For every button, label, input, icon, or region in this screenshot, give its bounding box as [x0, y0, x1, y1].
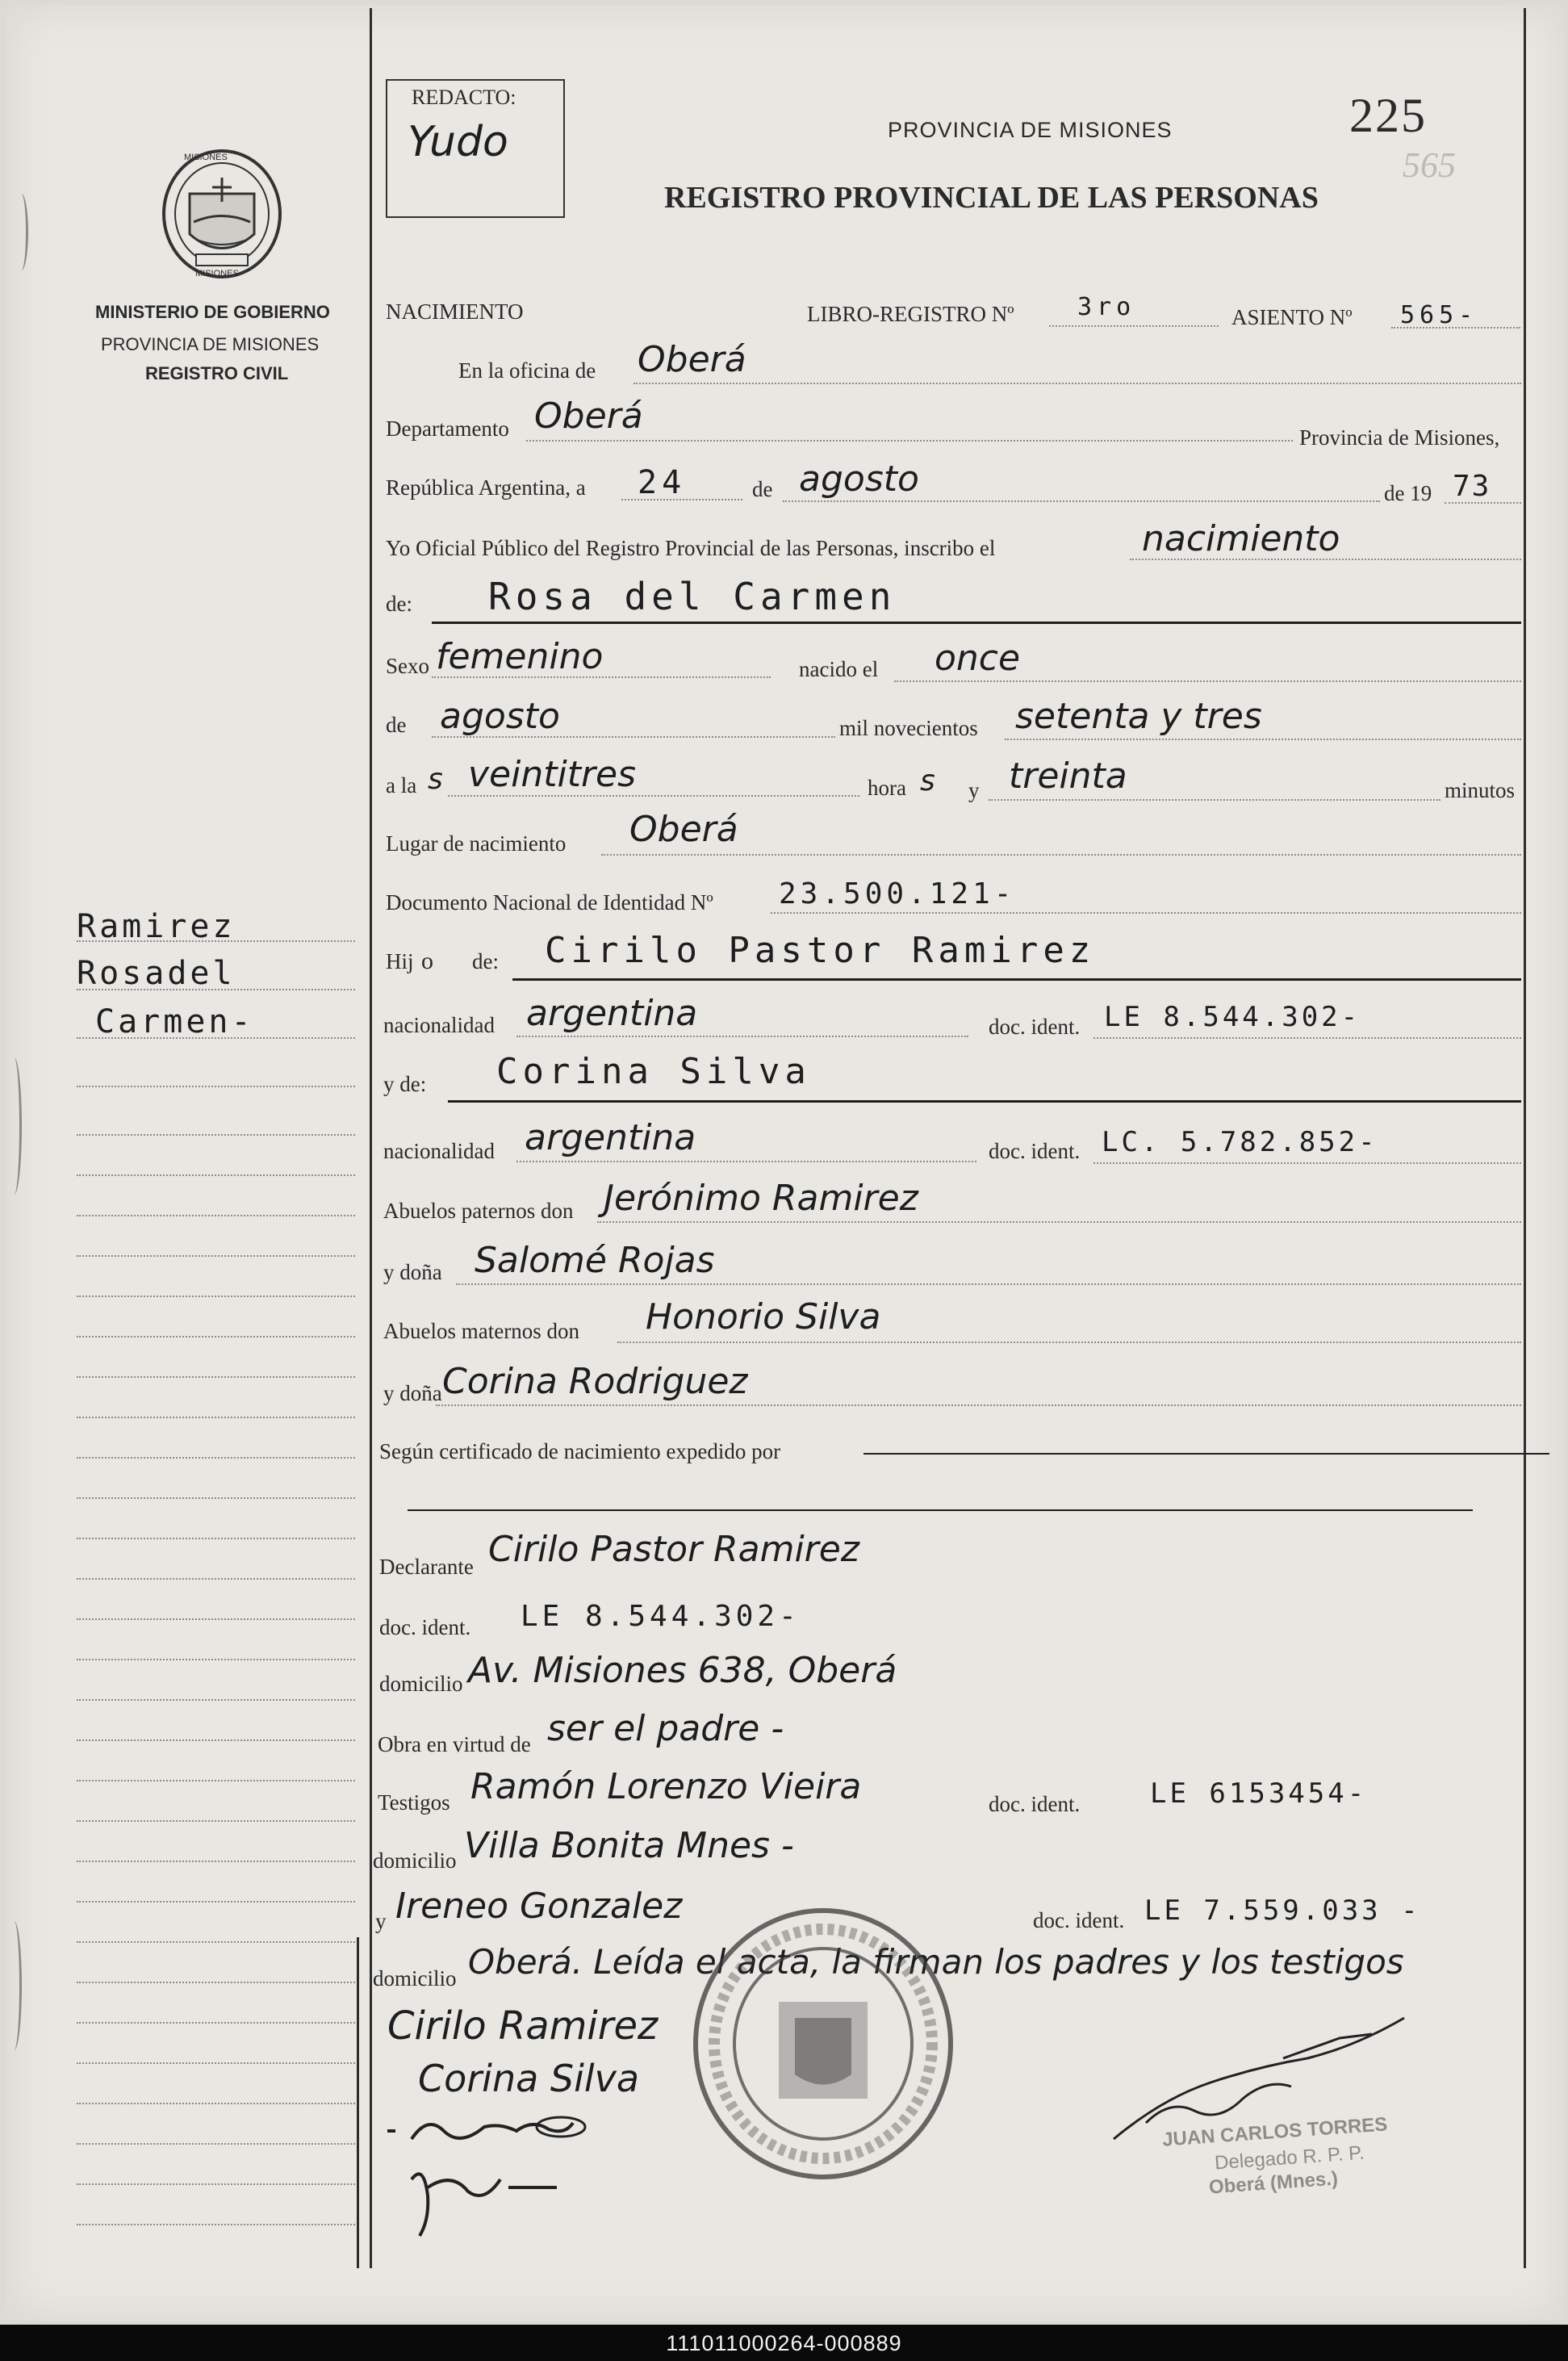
abuelo-materno: Honorio Silva — [646, 1296, 881, 1337]
oficina-value: Oberá — [638, 339, 746, 380]
witness-signatures — [379, 2099, 638, 2260]
margin-rule — [370, 8, 372, 2268]
redacto-initials: Yudo — [408, 118, 508, 166]
y-de-label: y de: — [383, 1072, 427, 1096]
domicilio2-label: domicilio — [373, 1848, 457, 1873]
obra-value: ser el padre - — [547, 1708, 784, 1749]
testigo1: Ramón Lorenzo Vieira — [470, 1766, 862, 1807]
mil-label: mil novecientos — [839, 716, 978, 740]
padre-value: Cirilo Pastor Ramirez — [545, 930, 1096, 971]
ministry-line-1: MINISTERIO DE GOBIERNO — [95, 302, 330, 322]
de-mes-label: de — [386, 713, 407, 737]
asiento-value: 565- — [1400, 301, 1478, 329]
testigo1-doc-label: doc. ident. — [989, 1792, 1081, 1816]
oficina-label: En la oficina de — [458, 358, 596, 383]
obra-label: Obra en virtud de — [378, 1732, 531, 1756]
ministry-line-2: PROVINCIA DE MISIONES — [101, 334, 320, 354]
mes-value: agosto — [799, 458, 919, 500]
ministry-line-3: REGISTRO CIVIL — [145, 363, 289, 383]
y-dona2-label: y doña — [383, 1381, 442, 1405]
certificado-label: Según certificado de nacimiento expedido por — [379, 1439, 781, 1463]
testigo1-domicilio: Villa Bonita Mnes - — [464, 1825, 794, 1866]
signature-mother: Corina Silva — [418, 2057, 640, 2100]
y2-label: y — [375, 1909, 387, 1933]
libro-value: 3ro — [1077, 293, 1136, 321]
doc-label: doc. ident. — [989, 1015, 1081, 1039]
anio-value: 73 — [1453, 470, 1491, 503]
dni-label: Documento Nacional de Identidad Nº — [386, 890, 713, 915]
barcode-footer — [0, 2325, 1568, 2361]
testigo2-domicilio: Oberá. Leída el acta, la firman los padres y los testigos — [468, 1942, 1404, 1982]
doc2-label: doc. ident. — [989, 1139, 1081, 1163]
madre-value: Corina Silva — [496, 1051, 811, 1092]
nacionalidad-label: nacionalidad — [383, 1013, 495, 1037]
declarante-label: Declarante — [379, 1555, 474, 1579]
padre-doc: LE 8.544.302- — [1104, 1001, 1361, 1033]
alas-suffix: s — [428, 763, 443, 796]
abuelos-maternos-label: Abuelos maternos don — [383, 1319, 579, 1343]
sexo-value: femenino — [436, 636, 604, 677]
dia-value: 24 — [638, 464, 687, 501]
page-number: 225 — [1349, 89, 1427, 142]
domicilio3-label: domicilio — [373, 1966, 457, 1991]
abuela-paterna: Salomé Rojas — [475, 1240, 715, 1281]
redacto-label: REDACTO: — [412, 86, 516, 109]
testigos-label: Testigos — [378, 1790, 450, 1815]
domicilio-value: Av. Misiones 638, Oberá — [468, 1650, 897, 1691]
minutos-label: minutos — [1445, 778, 1516, 802]
binding-hole — [6, 1921, 22, 2050]
libro-label: LIBRO-REGISTRO Nº — [807, 302, 1014, 326]
page-number-pencil: 565 — [1403, 145, 1456, 185]
province-title: PROVINCIA DE MISIONES — [888, 118, 1173, 142]
y-dona-label: y doña — [383, 1260, 442, 1284]
asiento-label: ASIENTO Nº — [1231, 305, 1353, 329]
horas-suffix: s — [920, 764, 935, 797]
y-label: y — [968, 778, 980, 802]
signature-father: Cirilo Ramirez — [387, 2003, 659, 2049]
anio-letras-value: setenta y tres — [1015, 696, 1262, 737]
domicilio-label: domicilio — [379, 1672, 463, 1696]
de-nombre-label: de: — [386, 592, 412, 616]
hora-value: veintitres — [468, 754, 637, 795]
republica-label: República Argentina, a — [386, 475, 586, 500]
nacionalidad2-label: nacionalidad — [383, 1139, 495, 1163]
coat-of-arms-icon — [157, 145, 286, 283]
padre-nacionalidad: argentina — [526, 993, 698, 1034]
inscribo-value: nacimiento — [1142, 518, 1340, 559]
departamento-label: Departamento — [386, 417, 509, 441]
right-rule — [1524, 8, 1526, 2268]
stamp-line-1: JUAN CARLOS TORRES — [1161, 2113, 1389, 2151]
abuela-materna: Corina Rodriguez — [442, 1361, 748, 1402]
margin-note-surname: Ramirez — [77, 908, 236, 945]
dni-value: 23.500.121- — [779, 877, 1016, 910]
testigo2: Ireneo Gonzalez — [395, 1886, 683, 1927]
madre-nacionalidad: argentina — [525, 1117, 696, 1158]
lugar-label: Lugar de nacimiento — [386, 831, 567, 856]
declarante-value: Cirilo Pastor Ramirez — [488, 1529, 859, 1570]
nacido-label: nacido el — [799, 657, 879, 681]
hijo-label: Hij — [386, 949, 414, 973]
madre-doc: LC. 5.782.852- — [1102, 1126, 1378, 1158]
margin-rule-lower — [357, 1937, 359, 2268]
hijo-suffix: o — [421, 948, 433, 974]
abuelo-paterno: Jerónimo Ramirez — [604, 1178, 918, 1219]
testigo2-doc-label: doc. ident. — [1033, 1908, 1125, 1932]
stamp-line-2: Delegado R. P. P. — [1214, 2141, 1365, 2175]
margin-note-name-1: Rosadel — [77, 955, 236, 992]
nombre-value: Rosa del Carmen — [488, 575, 897, 618]
sexo-label: Sexo — [386, 654, 429, 678]
provincia-suffix: Provincia de Misiones, — [1299, 425, 1500, 450]
horas-label: hora — [868, 776, 906, 800]
oficial-text: Yo Oficial Público del Registro Provincial de las Personas, inscribo el — [386, 536, 996, 560]
decl-doc-label: doc. ident. — [379, 1615, 471, 1639]
lugar-value: Oberá — [629, 809, 738, 850]
seal-bottom-text: MISIONES — [195, 269, 239, 278]
abuelos-paternos-label: Abuelos paternos don — [383, 1199, 574, 1223]
testigo1-doc: LE 6153454- — [1150, 1777, 1368, 1810]
binding-hole — [6, 1057, 22, 1195]
registry-title: REGISTRO PROVINCIAL DE LAS PERSONAS — [664, 181, 1319, 215]
official-round-seal — [690, 1905, 956, 2183]
nacido-mes-value: agosto — [440, 696, 560, 737]
departamento-value: Oberá — [534, 396, 643, 437]
testigo2-doc: LE 7.559.033 - — [1144, 1894, 1421, 1927]
de-padre-label: de: — [472, 949, 499, 973]
binding-hole — [15, 194, 28, 270]
form-title: NACIMIENTO — [386, 299, 524, 324]
barcode-text: 111011000264-000889 — [666, 2331, 902, 2355]
decl-doc-value: LE 8.544.302- — [521, 1600, 801, 1633]
seal-top-text: MISIONES — [184, 153, 228, 162]
de19-label: de 19 — [1384, 481, 1432, 505]
nacido-value: once — [935, 638, 1021, 679]
de-label: de — [752, 477, 773, 501]
alas-label: a la — [386, 773, 417, 797]
minutos-value: treinta — [1009, 756, 1127, 797]
stamp-line-3: Oberá (Mnes.) — [1208, 2167, 1339, 2199]
margin-note-name-2: Carmen- — [95, 1003, 254, 1040]
